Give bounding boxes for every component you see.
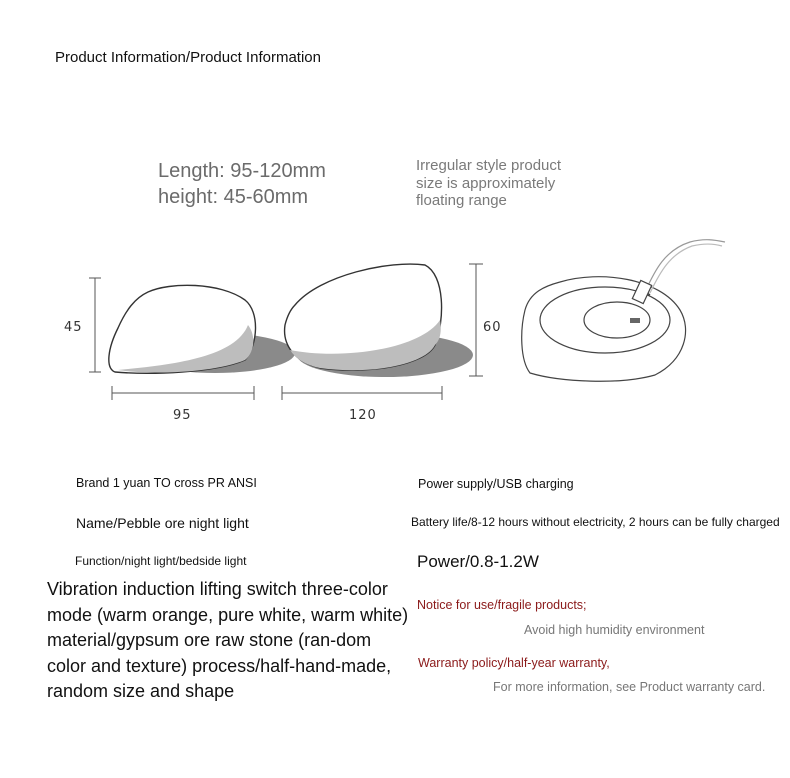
product-dimension-diagram	[0, 220, 790, 430]
length-range: Length: 95-120mm	[158, 160, 326, 182]
dimension-summary	[158, 158, 326, 210]
size-note-line-2: size is approximately	[416, 174, 556, 192]
size-note-line-1: Irregular style product	[416, 157, 562, 174]
small-height-label: 45	[64, 320, 83, 335]
small-pebble-illustration	[109, 285, 295, 373]
brand-spec: Brand 1 yuan TO cross PR ANSI	[76, 476, 257, 490]
notice-spec: Notice for use/fragile products;	[417, 598, 587, 612]
name-spec: Name/Pebble ore night light	[76, 515, 249, 531]
large-pebble-illustration	[285, 264, 473, 377]
power-supply-spec: Power supply/USB charging	[418, 477, 574, 491]
page-title: Product Information/Product Information	[55, 49, 321, 66]
power-spec: Power/0.8-1.2W	[417, 552, 539, 571]
humidity-note: Avoid high humidity environment	[524, 623, 705, 637]
large-width-label: 120	[349, 408, 377, 423]
size-note-line-3: floating range	[416, 192, 507, 209]
small-width-label: 95	[173, 408, 192, 423]
warranty-more-info: For more information, see Product warranty card.	[493, 680, 766, 694]
size-note	[416, 157, 561, 210]
warranty-spec: Warranty policy/half-year warranty,	[418, 656, 610, 670]
function-spec: Function/night light/bedside light	[75, 554, 247, 568]
charging-base-illustration	[522, 240, 725, 382]
product-description: Vibration induction lifting switch three-color mode (warm orange, pure white, warm white) material/gypsum ore raw stone (ran-dom color and texture) process/half-hand-made, random size and shape	[47, 579, 409, 701]
height-range: height: 45-60mm	[158, 186, 309, 208]
battery-spec: Battery life/8-12 hours without electricity, 2 hours can be fully charged	[411, 515, 780, 529]
large-height-label: 60	[483, 320, 502, 335]
